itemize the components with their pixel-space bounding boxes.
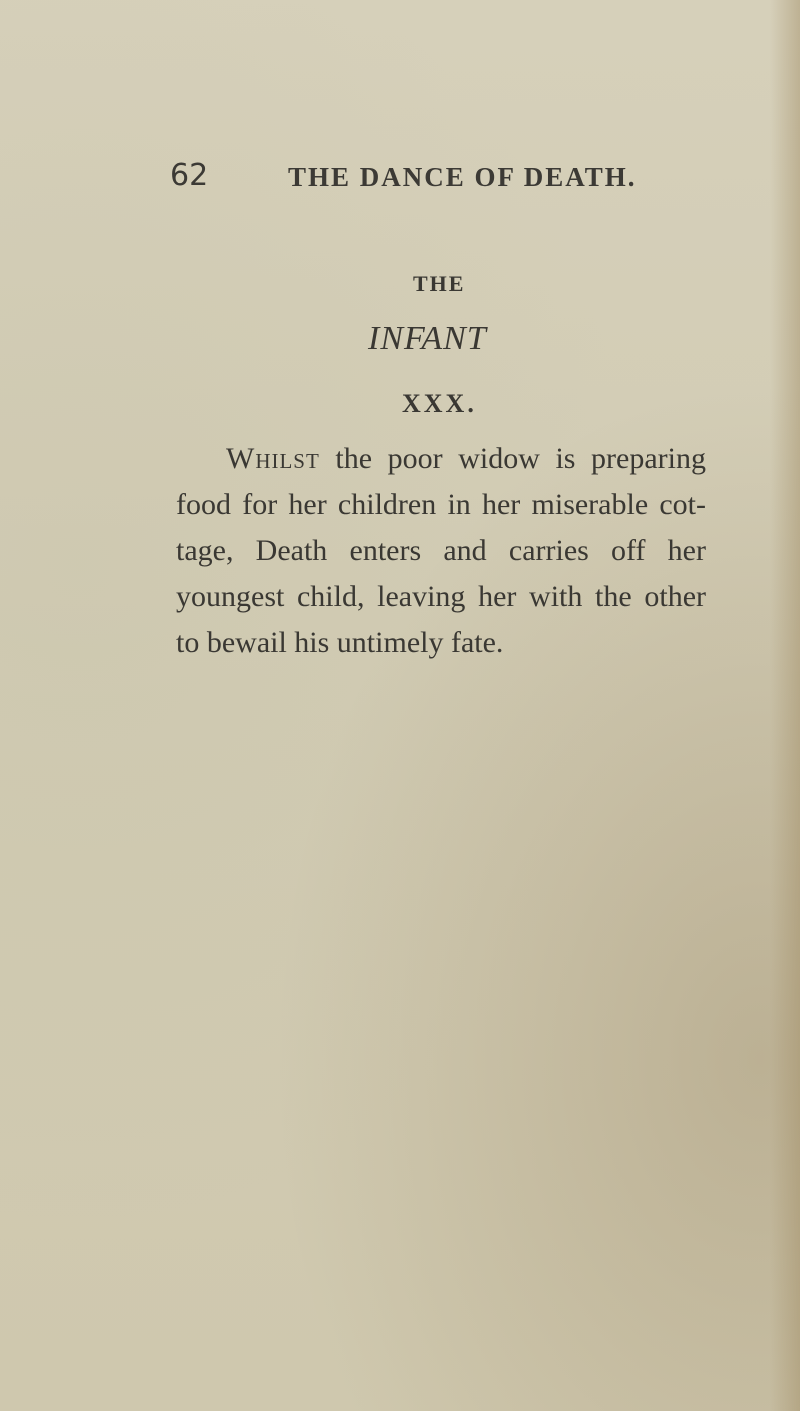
running-title: THE DANCE OF DEATH. — [288, 162, 637, 192]
body-paragraph — [176, 436, 706, 666]
section-title: INFANT — [368, 320, 487, 357]
page-number: 62 — [170, 158, 209, 193]
paragraph-line-1 — [176, 436, 706, 482]
paragraph-line-5: to bewail his untimely fate. — [176, 626, 504, 659]
paragraph-line-1-rest: the poor widow is preparing — [319, 442, 706, 475]
section-number: XXX. — [402, 389, 477, 418]
drop-word: Whilst — [226, 442, 320, 475]
running-head — [170, 158, 640, 198]
paragraph-line-3: tage, Death enters and carries off her — [176, 534, 706, 567]
section-label: THE — [413, 271, 466, 296]
paragraph-line-2: food for her children in her miserable cot- — [176, 488, 706, 521]
page-edge-shadow — [770, 0, 800, 1411]
paragraph-line-4: youngest child, leaving her with the other — [176, 580, 706, 613]
